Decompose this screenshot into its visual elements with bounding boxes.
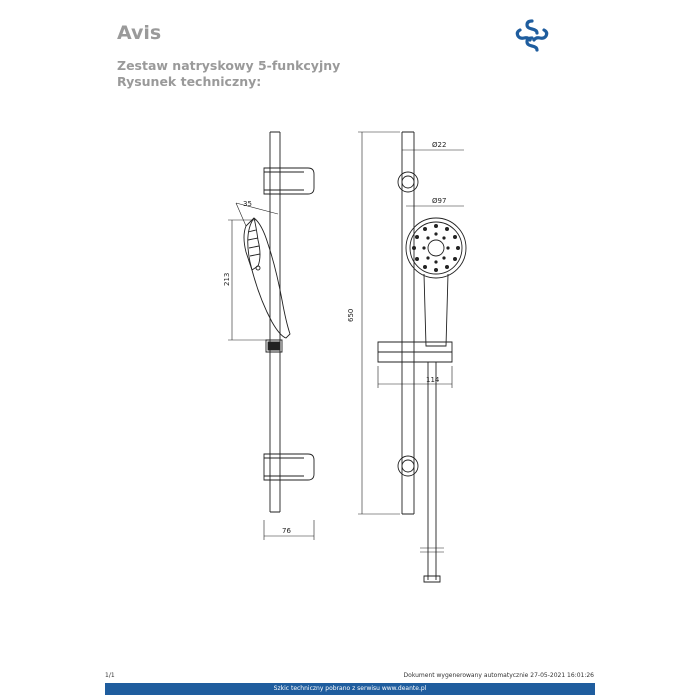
subtitle-line-2: Rysunek techniczny:: [117, 74, 262, 89]
front-view: [358, 132, 466, 582]
shower-nozzles: [412, 224, 460, 272]
dim-35: 35: [243, 200, 252, 208]
footer-source-bar: Szkic techniczny pobrano z serwisu www.deante.pl: [105, 683, 595, 695]
generated-timestamp: Dokument wygenerowany automatycznie 27-05-2021 16:01:26: [403, 672, 594, 679]
page-number: 1/1: [105, 672, 115, 679]
dim-114: 114: [426, 376, 440, 384]
subtitle-line-1: Zestaw natryskowy 5-funkcyjny: [117, 58, 341, 73]
page-title: Avis: [117, 22, 162, 44]
dim-213: 213: [223, 272, 231, 286]
dim-650: 650: [347, 308, 355, 322]
dim-76: 76: [282, 527, 291, 535]
dim-d22: Ø22: [432, 141, 447, 149]
side-view: [228, 132, 314, 540]
dim-d97: Ø97: [432, 197, 447, 205]
